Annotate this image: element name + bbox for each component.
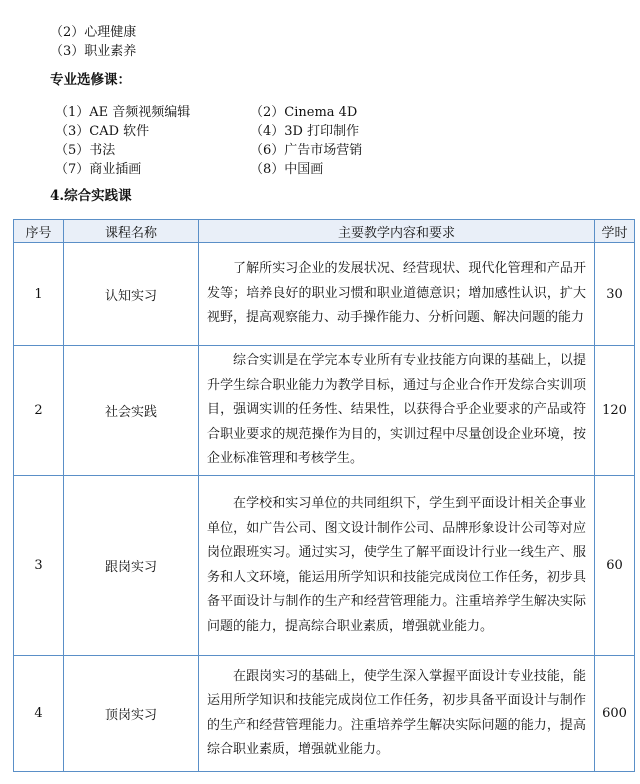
list-item-mental-health: （2）心理健康 — [50, 25, 137, 40]
header-hours: 学时 — [595, 220, 635, 243]
elective-item: （4）3D 打印制作 — [250, 124, 360, 139]
cell-course-name: 认知实习 — [64, 243, 199, 346]
cell-course-name: 社会实践 — [64, 346, 199, 476]
cell-hours: 120 — [595, 346, 635, 476]
cell-index: 4 — [14, 656, 64, 772]
cell-hours: 60 — [595, 476, 635, 656]
table-row — [14, 243, 635, 346]
practice-course-table — [13, 219, 635, 772]
cell-content: 在跟岗实习的基础上，使学生深入掌握平面设计专业技能，能运用所学知识和技能完成岗位工作任务，初步具备平面设计与制作的生产和经营管理能力。注重培养学生解决实际问题的能力，提高综合职业素质，增强就业能力。 — [199, 656, 595, 772]
elective-item: （8）中国画 — [250, 162, 324, 177]
cell-content: 了解所实习企业的发展状况、经营现状、现代化管理和产品开发等；培养良好的职业习惯和职业道德意识；增加感性认识，扩大视野，提高观察能力、动手操作能力、分析问题、解决问题的能力 — [199, 243, 595, 346]
cell-course-name: 顶岗实习 — [64, 656, 199, 772]
table-row — [14, 476, 635, 656]
header-course-name: 课程名称 — [64, 220, 199, 243]
elective-item: （2）Cinema 4D — [250, 105, 358, 120]
elective-item: （7）商业插画 — [55, 162, 142, 177]
table-row — [14, 346, 635, 476]
elective-item: （5）书法 — [55, 143, 116, 158]
header-index: 序号 — [14, 220, 64, 243]
elective-item: （1）AE 音频视频编辑 — [55, 105, 191, 120]
cell-course-name: 跟岗实习 — [64, 476, 199, 656]
table-row — [14, 656, 635, 772]
cell-index: 3 — [14, 476, 64, 656]
elective-item: （6）广告市场营销 — [250, 143, 363, 158]
header-content: 主要教学内容和要求 — [199, 220, 595, 243]
section-heading: 4.综合实践课 — [50, 188, 132, 204]
elective-heading: 专业选修课： — [50, 72, 131, 88]
cell-hours: 600 — [595, 656, 635, 772]
list-item-professional-quality: （3）职业素养 — [50, 44, 137, 59]
table-header-row — [14, 220, 635, 243]
cell-index: 1 — [14, 243, 64, 346]
cell-content: 在学校和实习单位的共同组织下，学生到平面设计相关企事业单位，如广告公司、图文设计制作公司、品牌形象设计公司等对应岗位跟班实习。通过实习，使学生了解平面设计行业一线生产、服务和人文环境，能运用所学知识和技能完成岗位工作任务，初步具备平面设计与制作的生产和经营管理能力。注重培养学生解决实际问题的能力，提高综合职业素质，增强就业能力。 — [199, 476, 595, 656]
cell-hours: 30 — [595, 243, 635, 346]
elective-item: （3）CAD 软件 — [55, 124, 150, 139]
cell-content: 综合实训是在学完本专业所有专业技能方向课的基础上，以提升学生综合职业能力为教学目标，通过与企业合作开发综合实训项目，强调实训的任务性、结果性，以获得合乎企业要求的产品或符合职业要求的规范操作为目的，实训过程中尽量创设企业环境，按企业标准管理和考核学生。 — [199, 346, 595, 476]
cell-index: 2 — [14, 346, 64, 476]
